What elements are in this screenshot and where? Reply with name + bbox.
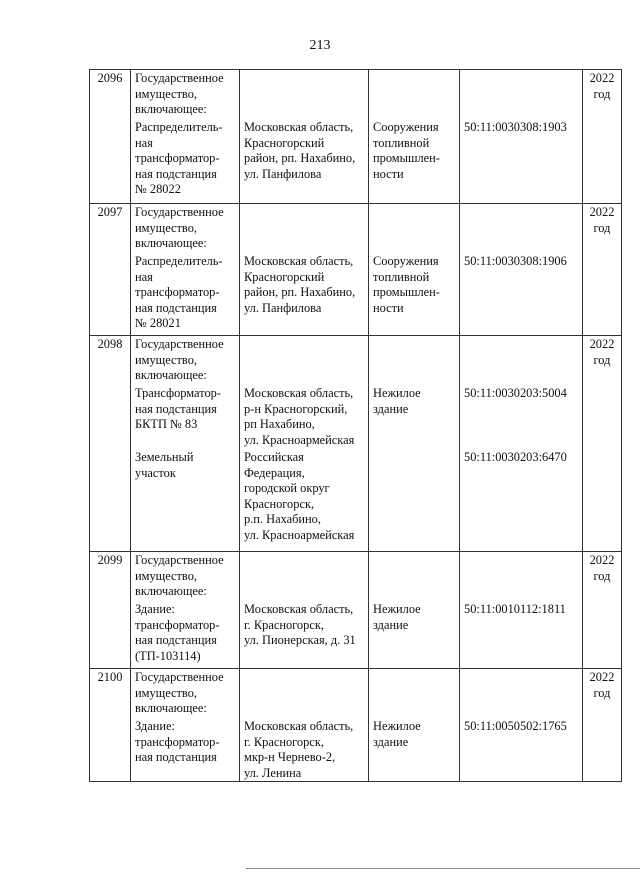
cadastral-number: 50:11:0030308:1906: [464, 254, 567, 268]
object-name-cell: [131, 336, 240, 552]
object-name-cell: [131, 552, 240, 669]
purpose: Нежилое здание: [373, 386, 421, 416]
property-register-table: [89, 69, 622, 782]
purpose-cell: [369, 552, 460, 669]
address: Московская область, Красногорский район, рп. Нахабино, ул. Панфилова: [244, 254, 356, 315]
row-number: 2098: [90, 336, 131, 552]
address: Московская область, г. Красногорск, мкр-н Чернево-2, ул. Ленина: [244, 719, 354, 780]
address-cell: [240, 336, 369, 552]
object-name: Распределитель- ная трансформатор- ная подстанция № 28021: [135, 254, 223, 330]
object-name-cell: [131, 70, 240, 204]
table-row: [90, 552, 622, 669]
address-cell: [240, 204, 369, 336]
page-number: 213: [309, 38, 331, 53]
row-number: 2100: [90, 669, 131, 782]
year-cell: 2022 год: [583, 669, 622, 782]
object-name: Трансформатор- ная подстанция БКТП № 83: [135, 386, 222, 431]
purpose-cell: [369, 336, 460, 552]
cadastral-number: 50:11:0010112:1811: [464, 602, 566, 616]
address: Московская область, р-н Красногорский, рп Нахабино, ул. Красноармейская: [244, 386, 355, 447]
object-name-cell: [131, 204, 240, 336]
purpose: Нежилое здание: [373, 719, 421, 749]
address: Московская область, Красногорский район, рп. Нахабино, ул. Панфилова: [244, 120, 356, 181]
year-cell: 2022 год: [583, 552, 622, 669]
row-number: 2099: [90, 552, 131, 669]
cadastral-cell: [460, 669, 583, 782]
row-number: 2097: [90, 204, 131, 336]
cadastral-number: 50:11:0030308:1903: [464, 120, 567, 134]
page-bottom-rule: [246, 868, 640, 869]
address-cell: [240, 669, 369, 782]
object-name: Земельный участок: [135, 450, 194, 480]
year-cell: 2022 год: [583, 336, 622, 552]
address: Российская Федерация, городской округ Красногорск, р.п. Нахабино, ул. Красноармейская: [244, 450, 355, 542]
object-name: Здание: трансформатор- ная подстанция: [135, 719, 220, 764]
purpose: Нежилое здание: [373, 602, 421, 632]
cadastral-number: 50:11:0050502:1765: [464, 719, 567, 733]
table-row: [90, 204, 622, 336]
object-name: Распределитель- ная трансформатор- ная подстанция № 28022: [135, 120, 223, 196]
year-cell: 2022 год: [583, 70, 622, 204]
cadastral-cell: [460, 70, 583, 204]
purpose: Сооружения топливной промышлен- ности: [373, 254, 440, 315]
object-header: Государственное имущество, включающее:: [135, 71, 224, 116]
purpose-cell: [369, 669, 460, 782]
address: Московская область, г. Красногорск, ул. Пионерская, д. 31: [244, 602, 356, 647]
cadastral-number: 50:11:0030203:6470: [464, 450, 567, 464]
purpose: Сооружения топливной промышлен- ности: [373, 120, 440, 181]
row-number: 2096: [90, 70, 131, 204]
address-cell: [240, 70, 369, 204]
object-header: Государственное имущество, включающее:: [135, 553, 224, 598]
table-row: [90, 669, 622, 782]
address-cell: [240, 552, 369, 669]
cadastral-cell: [460, 204, 583, 336]
object-header: Государственное имущество, включающее:: [135, 205, 224, 250]
table-row: [90, 336, 622, 552]
purpose-cell: [369, 204, 460, 336]
cadastral-cell: [460, 336, 583, 552]
purpose-cell: [369, 70, 460, 204]
table-row: [90, 70, 622, 204]
object-header: Государственное имущество, включающее:: [135, 670, 224, 715]
year-cell: 2022 год: [583, 204, 622, 336]
object-name: Здание: трансформатор- ная подстанция (ТП-103114): [135, 602, 220, 663]
object-name-cell: [131, 669, 240, 782]
cadastral-cell: [460, 552, 583, 669]
cadastral-number: 50:11:0030203:5004: [464, 386, 567, 400]
object-header: Государственное имущество, включающее:: [135, 337, 224, 382]
